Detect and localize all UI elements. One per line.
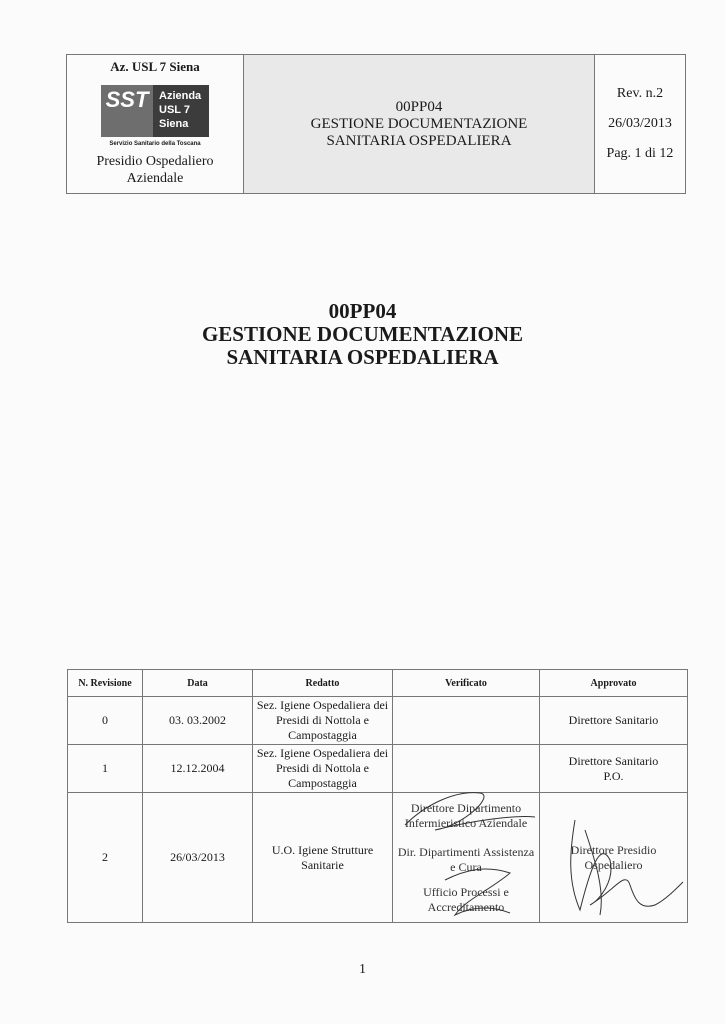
revision-date-cell: 12.12.2004	[143, 745, 253, 793]
title-code: 00PP04	[328, 299, 397, 323]
header-doc-title-line: GESTIONE DOCUMENTAZIONE	[310, 115, 528, 132]
header-title-cell	[244, 55, 595, 193]
verificato-line: Dir. Dipartimenti Assistenza e Cura	[397, 844, 535, 874]
verificato-line: Direttore Dipartimento Infermieristico Aziendale	[404, 800, 528, 830]
title-line: SANITARIA OSPEDALIERA	[226, 345, 499, 369]
column-header: Verificato	[393, 670, 540, 697]
logo-line: Siena	[159, 118, 189, 130]
redatto-cell: Sez. Igiene Ospedaliera dei Presidi di Nottola e Campostaggia	[253, 745, 393, 793]
sst-logo	[101, 85, 209, 137]
presidio-line: Aziendale	[126, 171, 184, 186]
document-header	[66, 54, 686, 194]
column-header: N. Revisione	[68, 670, 143, 697]
document-title	[0, 300, 725, 369]
presidio-line: Presidio Ospedaliero	[96, 154, 214, 169]
revision-date-cell: 03. 03.2002	[143, 697, 253, 745]
column-header: Redatto	[253, 670, 393, 697]
table-row	[68, 697, 688, 745]
title-line: GESTIONE DOCUMENTAZIONE	[201, 322, 524, 346]
revision-number: 2	[68, 793, 143, 923]
redatto-cell: Sez. Igiene Ospedaliera dei Presidi di Nottola e Campostaggia	[253, 697, 393, 745]
approvato-cell	[540, 745, 688, 793]
approvato-cell: Direttore Presidio Ospedaliero	[540, 793, 688, 923]
revision-number: 1	[68, 745, 143, 793]
verificato-line: Ufficio Processi e Accreditamento	[423, 884, 509, 914]
verificato-cell	[393, 793, 540, 923]
revision-label: Rev. n.2	[616, 86, 664, 101]
verificato-cell	[393, 697, 540, 745]
column-header: Data	[143, 670, 253, 697]
logo-caption: Servizio Sanitario della Toscana	[109, 141, 201, 147]
header-doc-title-line: SANITARIA OSPEDALIERA	[326, 132, 512, 149]
page-number: 1	[359, 962, 366, 977]
presidio-label	[96, 153, 213, 187]
header-org-cell	[67, 55, 244, 193]
redatto-cell: U.O. Igiene Strutture Sanitarie	[253, 793, 393, 923]
logo-line: USL 7	[159, 104, 190, 116]
approvato-cell: Direttore Sanitario	[540, 697, 688, 745]
page-count: Pag. 1 di 12	[606, 146, 674, 161]
revision-table	[67, 669, 688, 923]
revision-date-cell: 26/03/2013	[143, 793, 253, 923]
org-name: Az. USL 7 Siena	[110, 59, 200, 74]
table-row	[68, 793, 688, 923]
approvato-line: P.O.	[603, 768, 624, 783]
sst-logo-mark: SST	[101, 85, 153, 137]
verificato-cell	[393, 745, 540, 793]
revision-date: 26/03/2013	[608, 116, 672, 131]
logo-line: Azienda	[159, 90, 202, 102]
header-meta-cell	[595, 55, 685, 193]
revision-number: 0	[68, 697, 143, 745]
sst-logo-box	[153, 85, 209, 137]
column-header: Approvato	[540, 670, 688, 697]
header-doc-code: 00PP04	[395, 98, 443, 115]
approvato-line: Direttore Sanitario	[568, 753, 659, 768]
table-row	[68, 745, 688, 793]
table-header-row	[68, 670, 688, 697]
